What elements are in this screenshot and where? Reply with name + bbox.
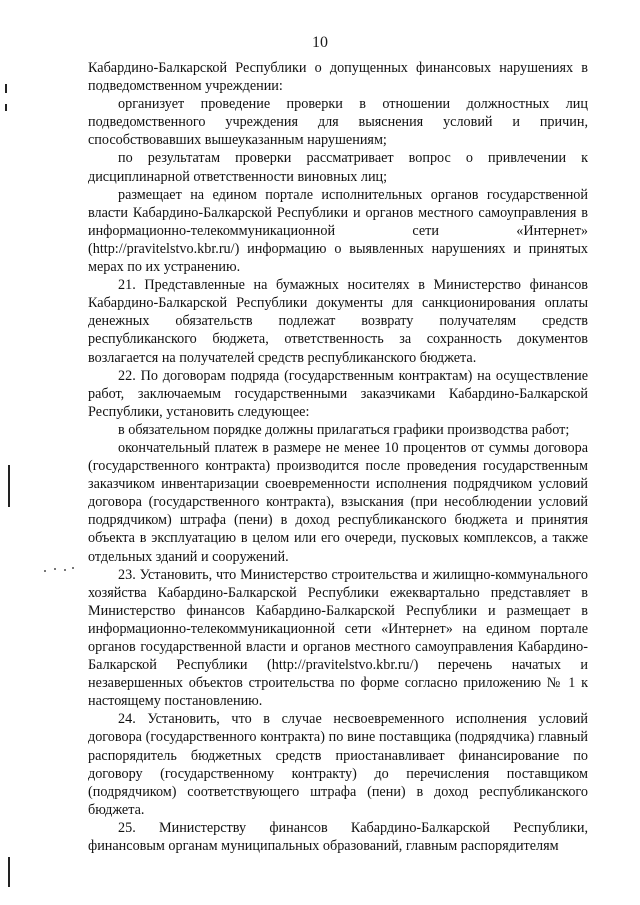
document-body: [88, 59, 588, 855]
paragraph-clause-24: 24. Установить, что в случае несвоевременного исполнения условий договора (государственного контракта) по вине поставщика (подрядчика) главный распорядитель бюджетных средств приостанавливает финансирование по договору (государственному контракту) до перечисления поставщиком (подрядчиком) соответствующего штрафа (пени) в доход республиканского бюджета.: [88, 711, 588, 818]
scan-artifact: [8, 465, 10, 507]
paragraph-clause-25: 25. Министерству финансов Кабардино-Балкарской Республики, финансовым органам муниципальных образований, главным распорядителям: [88, 819, 588, 855]
paragraph-clause-23: 23. Установить, что Министерство строительства и жилищно-коммунального хозяйства Кабардино-Балкарской Республики ежеквартально представляет в Министерство финансов Кабардино-Балкарской Республики и размещает в информационно-телекоммуникационной сети «Интернет» на едином портале органов государственной власти и органов местного самоуправления Кабардино-Балкарской Республики (http://pravitelstvo.kbr.ru/) перечень начатых и незавершенных объектов строительства по форме согласно приложению № 1 к настоящему постановлению.: [88, 566, 588, 710]
scan-artifact: [54, 568, 56, 570]
paragraph-clause-21: 21. Представленные на бумажных носителях в Министерство финансов Кабардино-Балкарской Республики документы для санкционирования оплаты денежных обязательств подлежат возврату получателям средств республиканского бюджета, ответственность за сохранность документов возлагается на получателей средств республиканского бюджета.: [88, 277, 588, 366]
page-number: 10: [312, 34, 328, 51]
paragraph-item: по результатам проверки рассматривает вопрос о привлечении к дисциплинарной ответственности виновных лиц;: [88, 150, 588, 185]
scan-artifact: [5, 104, 7, 111]
paragraph-item: окончательный платеж в размере не менее 10 процентов от суммы договора (государственного контракта) производится после проведения государственным заказчиком инвентаризации своевременности исполнения подрядчиком условий договора (государственного контракта), взыскания (при несоблюдении условий подрядчиком) штрафа (пени) в доход республиканского бюджета и принятия объекта в эксплуатацию в целом или его очереди, пусковых комплексов, а также отдельных зданий и сооружений.: [88, 439, 588, 565]
scan-artifact: [5, 84, 7, 93]
paragraph-item: размещает на едином портале исполнительных органов государственной власти Кабардино-Балкарской Республики и органов местного самоуправления в информационно-телекоммуникационной сети «Интернет» (http://pravitelstvo.kbr.ru/) информацию о выявленных нарушениях и принятых мерах по их устранению.: [88, 186, 588, 276]
paragraph-item: в обязательном порядке должны прилагаться графики производства работ;: [118, 421, 570, 438]
paragraph-item: организует проведение проверки в отношении должностных лиц подведомственного учреждения для выяснения условий и причин, способствовавших вышеуказанным нарушениям;: [88, 96, 588, 149]
paragraph-continuation: Кабардино-Балкарской Республики о допущенных финансовых нарушениях в подведомственном учреждении:: [88, 60, 588, 95]
scan-artifact: [8, 857, 10, 887]
paragraph-clause-22: 22. По договорам подряда (государственным контрактам) на осуществление работ, заключаемым государственными заказчиками Кабардино-Балкарской Республики, установить следующее:: [88, 367, 588, 420]
scan-artifact: [64, 569, 66, 571]
scan-artifact: [44, 570, 46, 572]
scan-artifact: [72, 567, 74, 569]
